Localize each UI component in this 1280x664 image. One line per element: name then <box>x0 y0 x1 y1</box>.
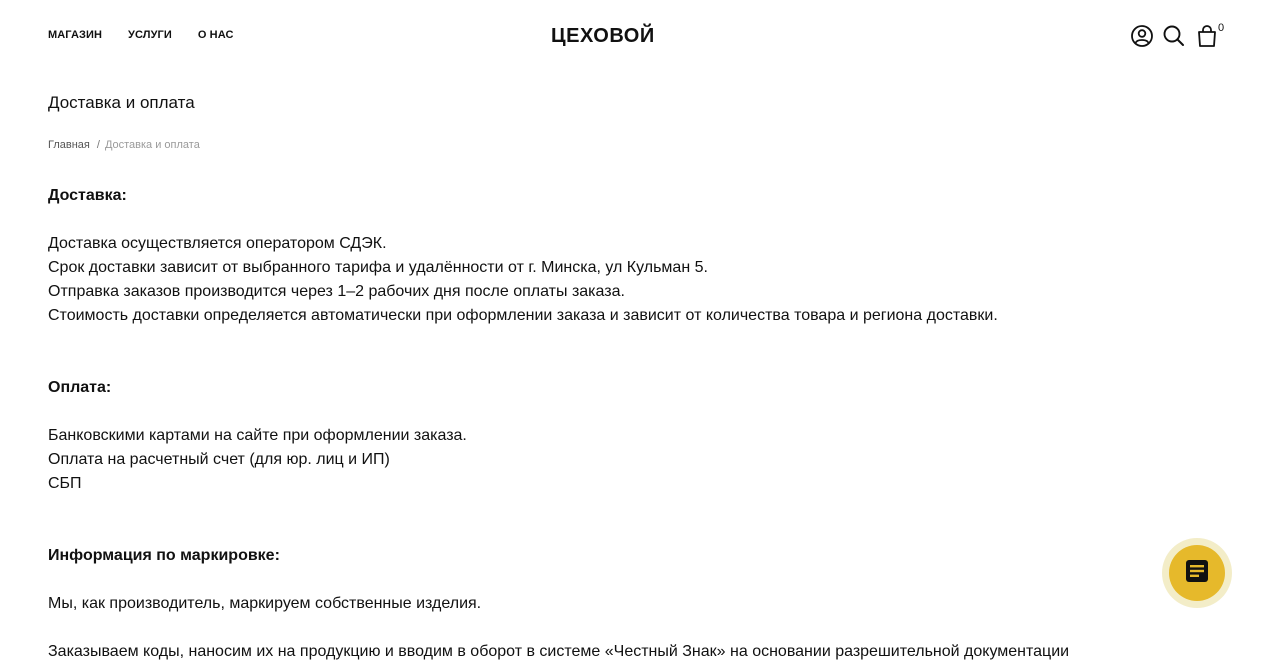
account-icon[interactable] <box>1128 22 1156 50</box>
delivery-line: Отправка заказов производится через 1–2 рабочих дня после оплаты заказа. <box>48 283 625 300</box>
nav-item-services[interactable]: УСЛУГИ <box>128 29 172 41</box>
breadcrumb-separator: / <box>96 139 100 151</box>
marking-line: Мы, как производитель, маркируем собственные изделия. <box>48 595 482 612</box>
payment-line: Оплата на расчетный счет (для юр. лиц и ИП) <box>48 451 390 468</box>
floating-action-button[interactable] <box>1162 538 1232 608</box>
page-title: Доставка и оплата <box>48 93 195 112</box>
payment-line: Банковскими картами на сайте при оформлении заказа. <box>48 427 467 444</box>
delivery-heading: Доставка: <box>48 187 127 204</box>
header-actions <box>1128 22 1238 52</box>
cart-count-badge: 0 <box>1218 22 1225 34</box>
delivery-line: Доставка осуществляется оператором СДЭК. <box>48 235 387 252</box>
search-icon[interactable] <box>1160 22 1188 50</box>
nav-item-about[interactable]: О НАС <box>197 29 234 41</box>
fab-core <box>1169 545 1225 601</box>
delivery-line: Стоимость доставки определяется автоматически при оформлении заказа и зависит от количества товара и региона доставки. <box>48 307 998 324</box>
site-logo[interactable]: ЦЕХОВОЙ <box>551 25 655 47</box>
breadcrumb <box>48 139 200 151</box>
payment-heading: Оплата: <box>48 379 112 396</box>
cart-icon[interactable] <box>1193 22 1221 50</box>
payment-line: СБП <box>48 475 82 492</box>
marking-line: Заказываем коды, наносим их на продукцию и вводим в оборот в системе «Честный Знак» на основании разрешительной документации <box>48 643 1070 660</box>
breadcrumb-home[interactable]: Главная <box>48 139 90 151</box>
marking-heading: Информация по маркировке: <box>48 547 280 564</box>
main-nav <box>48 29 260 41</box>
main-content <box>48 184 1198 664</box>
site-header <box>0 0 1280 72</box>
document-icon <box>1184 558 1210 589</box>
delivery-line: Срок доставки зависит от выбранного тарифа и удалённости от г. Минска, ул Кульман 5. <box>48 259 708 276</box>
nav-item-shop[interactable]: МАГАЗИН <box>48 29 103 41</box>
breadcrumb-current: Доставка и оплата <box>104 139 200 151</box>
